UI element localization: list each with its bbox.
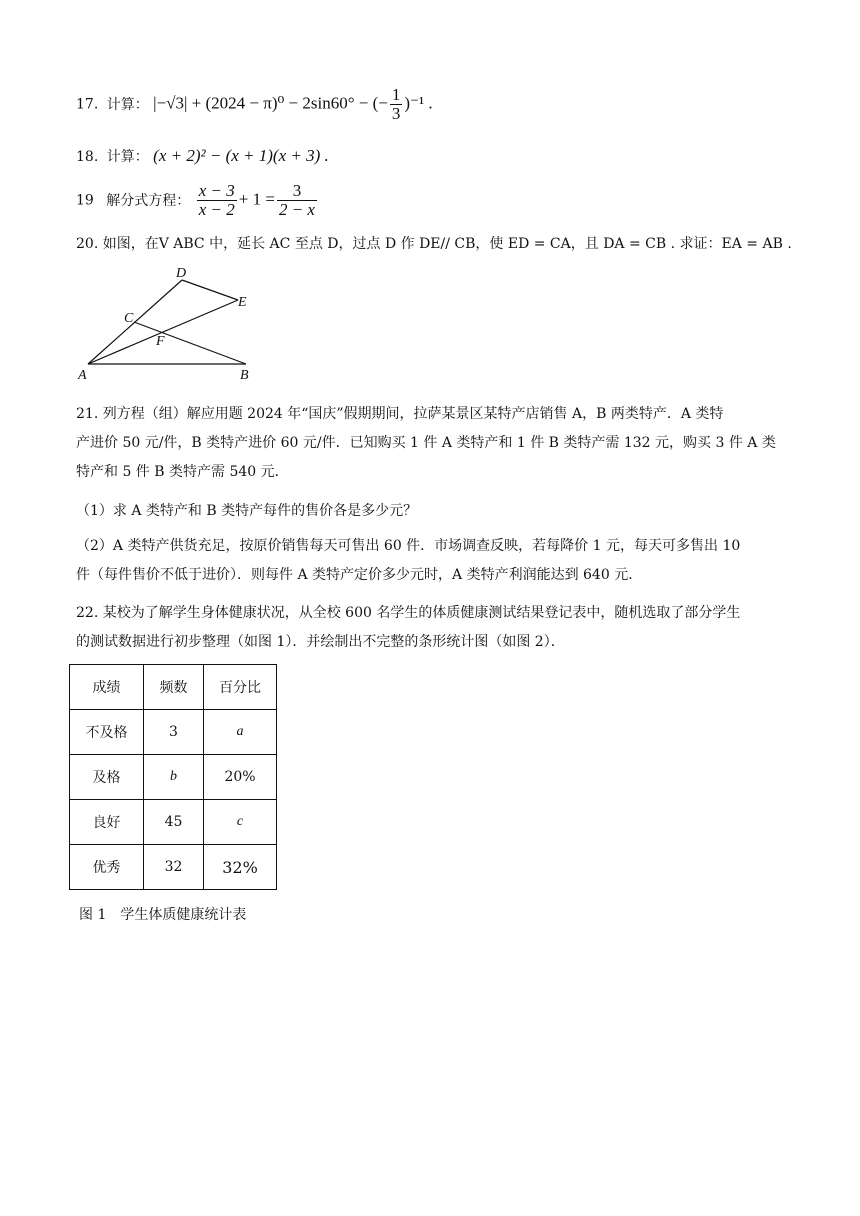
table-cell: 良好 [70,800,144,845]
q21-line2: 产进价 50 元/件，B 类特产进价 60 元/件．已知购买 1 件 A 类特产和 1 件 B 类特产需 132 元，购买 3 件 A 类 [76,435,776,451]
q19-rhs-fraction [277,182,317,219]
q17-label: 计算： [106,96,149,113]
table-header: 成绩 [70,665,144,710]
q21-part2 [76,532,740,590]
q21-part1: （1）求 A 类特产和 B 类特产每件的售价各是多少元？ [76,503,418,519]
q19-lhs-num: x − 3 [198,181,235,200]
q21-part2-line2: 件（每件售价不低于进价）．则每件 A 类特产定价多少元时，A 类特产利润能达到 640 元． [76,567,643,583]
table-cell: 32 [144,845,204,890]
table-cell: 45 [144,800,204,845]
table-cell: 不及格 [70,710,144,755]
q19-lhs-fraction [197,182,237,219]
q21-line1: 21. 列方程（组）解应用题 2024 年“国庆”假期期间，拉萨某景区某特产店销售 A，B 两类特产．A 类特 [76,406,724,422]
label-A: A [78,368,87,383]
question-22 [76,599,740,657]
segment-CB [134,322,246,364]
q22-line2: 的测试数据进行初步整理（如图 1）．并绘制出不完整的条形统计图（如图 2）． [76,634,565,650]
table-cell: 32% [204,845,277,890]
table-row [70,755,277,800]
table-header-row [70,665,277,710]
question-21 [76,400,776,487]
table-cell: 及格 [70,755,144,800]
health-stats-table [69,664,277,890]
question-20: 20. 如图，在V ABC 中，延长 AC 至点 D，过点 D 作 DE// CB，使 ED = CA，且 DA = CB . 求证：EA = AB . [76,236,792,252]
table-header: 频数 [144,665,204,710]
table-caption: 图 1 学生体质健康统计表 [79,907,247,923]
question-17 [76,86,433,123]
table-header: 百分比 [204,665,277,710]
label-D: D [176,266,187,281]
label-B: B [240,368,249,383]
q17-number: 17. [76,96,99,113]
table-cell: 3 [144,710,204,755]
question-18 [76,146,329,166]
q21-part2-line1: （2）A 类特产供货充足，按原价销售每天可售出 60 件．市场调查反映，若每降价 1 元，每天可多售出 10 [76,538,741,554]
label-C: C [124,311,134,326]
q19-middle: + 1 = [238,189,275,209]
q17-fraction [390,86,403,123]
q17-expression: |−√3| + (2024 − π)⁰ − 2sin60° − (− [153,93,388,113]
q17-frac-num: 1 [391,85,401,104]
table-cell: c [204,800,277,845]
geometry-figure [74,264,274,384]
q19-rhs-den: 2 − x [278,200,315,219]
segment-DE [182,280,238,300]
table-cell: 20% [204,755,277,800]
table-row [70,710,277,755]
table-cell: a [204,710,277,755]
table-row [70,800,277,845]
table-cell: b [144,755,204,800]
q19-lhs-den: x − 2 [198,200,235,219]
segment-AE [88,300,238,364]
q18-number: 18. [76,149,99,165]
label-E: E [238,295,247,310]
q19-label: 解分式方程： [106,192,191,209]
table-row [70,845,277,890]
question-19 [76,182,319,219]
q17-frac-den: 3 [391,104,401,123]
q22-line1: 22. 某校为了解学生身体健康状况，从全校 600 名学生的体质健康测试结果登记表中，随机选取了部分学生 [76,605,741,621]
label-F: F [156,334,165,349]
q18-expression: (x + 2)² − (x + 1)(x + 3) . [153,146,329,165]
q19-number: 19 [76,192,94,209]
q21-line3: 特产和 5 件 B 类特产需 540 元． [76,464,289,480]
q17-tail: )⁻¹ . [404,93,433,113]
q19-rhs-num: 3 [277,182,317,201]
q18-label: 计算： [106,149,149,165]
table-cell: 优秀 [70,845,144,890]
